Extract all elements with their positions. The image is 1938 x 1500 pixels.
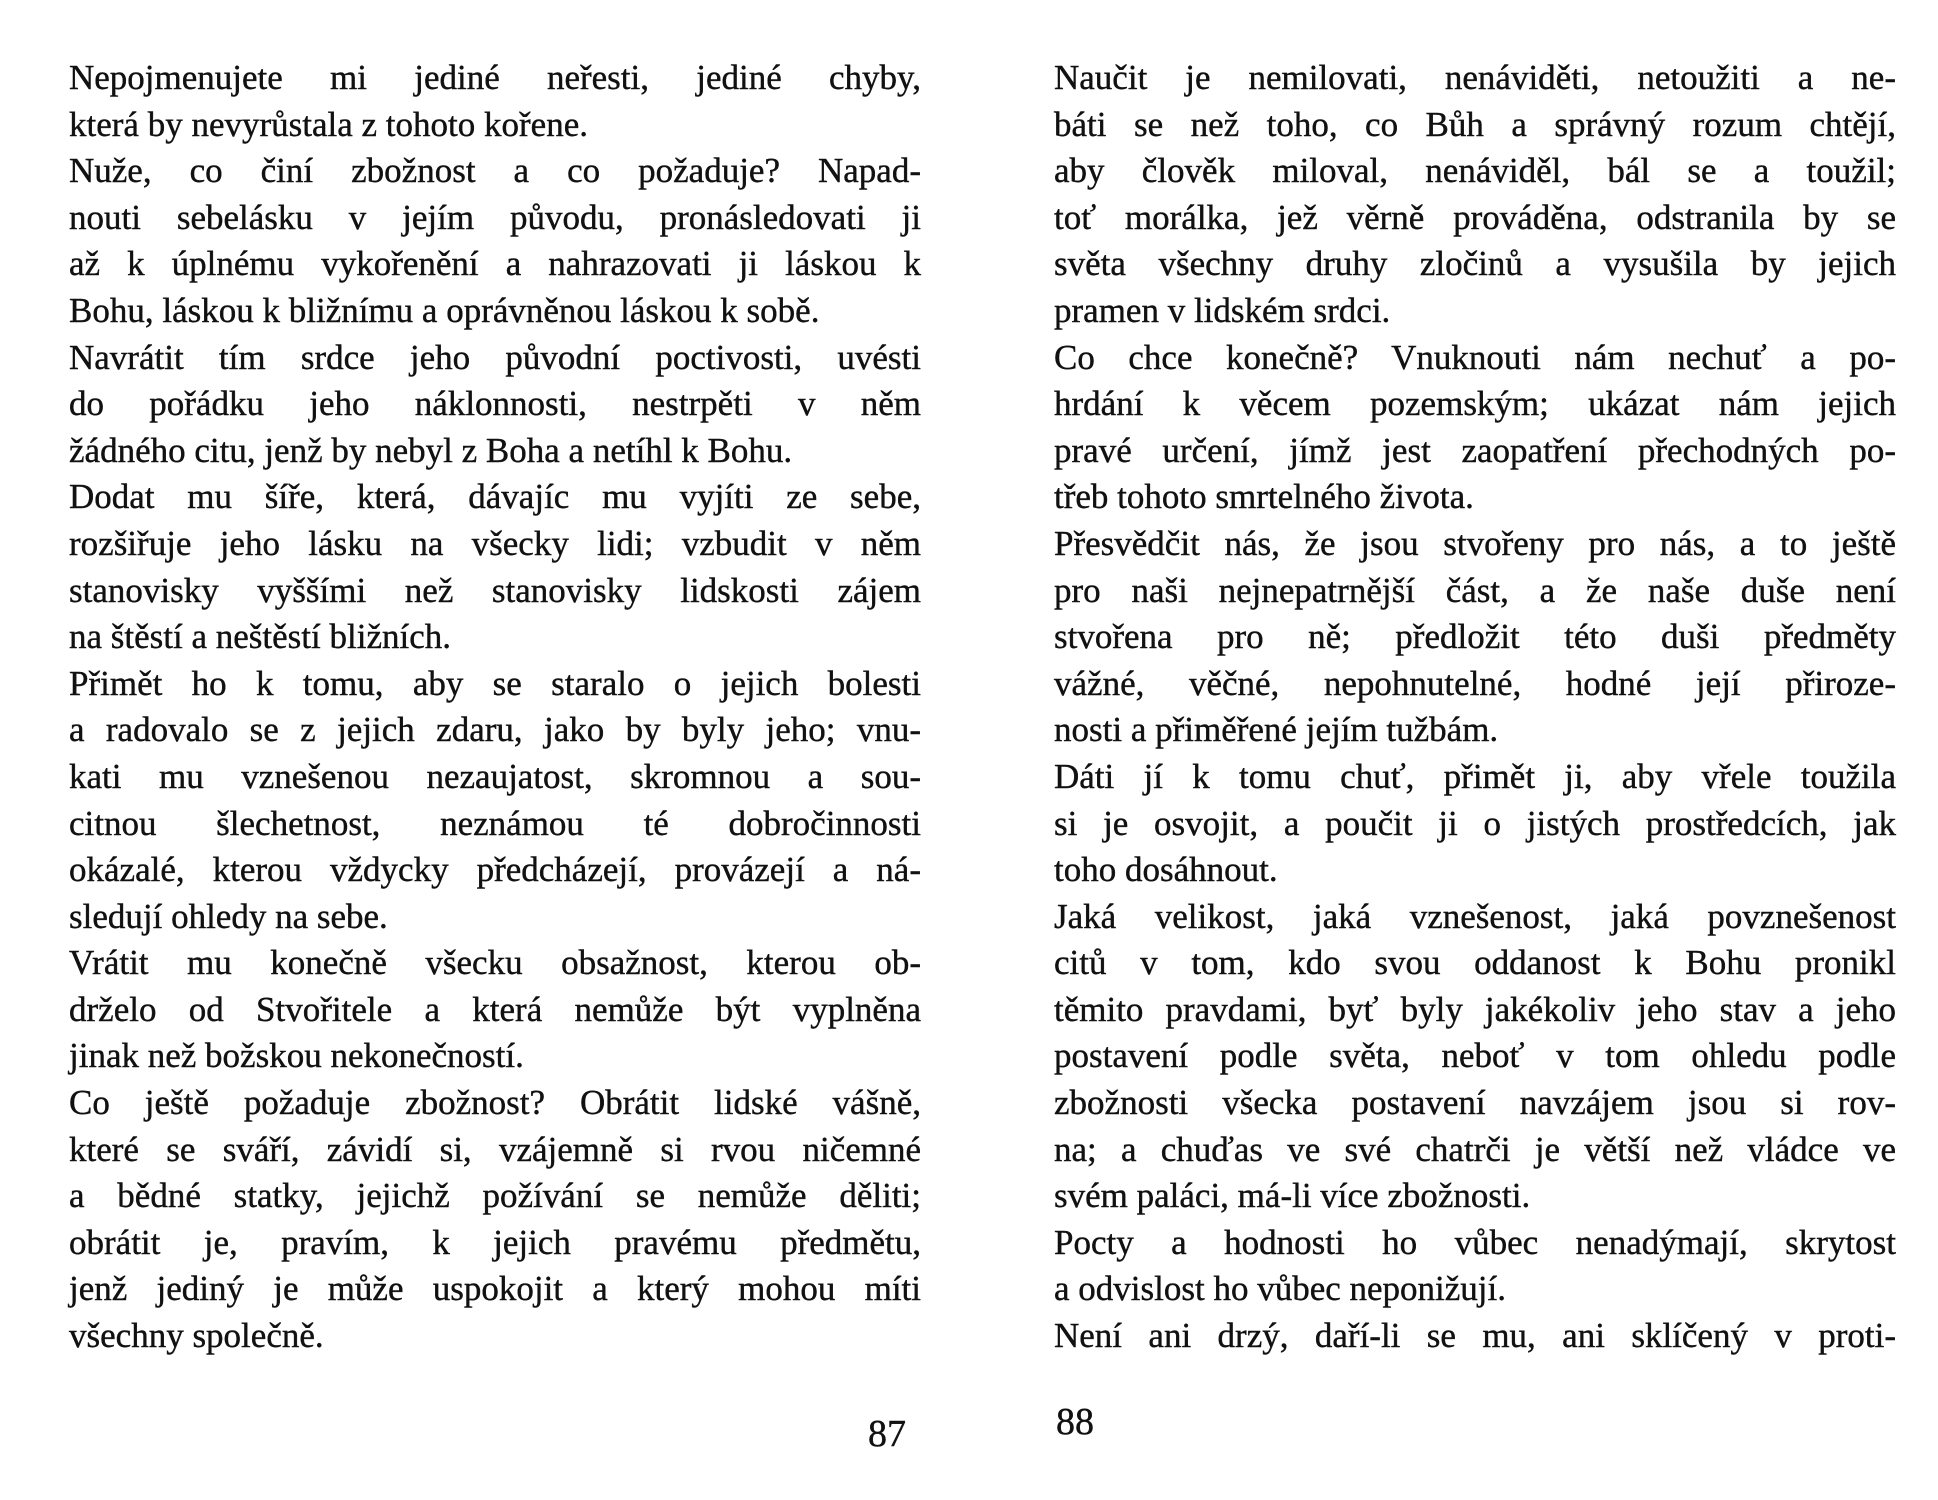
text-line: do pořádku jeho náklonnosti, nestrpěti v něm — [69, 384, 921, 424]
text-line: světa všechny druhy zločinů a vysušila by jejich — [1054, 244, 1896, 284]
paragraph — [1054, 894, 1896, 1220]
text-line: svém paláci, má-li více zbožnosti. — [1054, 1176, 1531, 1216]
text-line: žádného citu, jenž by nebyl z Boha a netíhl k Bohu. — [69, 430, 793, 470]
paragraph — [1054, 1220, 1896, 1313]
paragraph — [69, 1080, 921, 1360]
text-line: Vrátit mu konečně všecku obsažnost, kterou ob- — [69, 943, 921, 983]
text-line: všechny společně. — [69, 1316, 324, 1356]
text-line: a radovalo se z jejich zdaru, jako by byly jeho; vnu- — [69, 710, 921, 750]
text-line: až k úplnému vykořenění a nahrazovati ji láskou k — [69, 244, 921, 284]
paragraph — [1054, 335, 1896, 521]
text-line: Co chce konečně? Vnuknouti nám nechuť a po- — [1054, 337, 1896, 377]
text-line: zbožnosti všecka postavení navzájem jsou si rov- — [1054, 1083, 1896, 1123]
paragraph — [69, 55, 921, 148]
text-line: pravé určení, jímž jest zaopatření přechodných po- — [1054, 430, 1896, 470]
text-line: báti se než toho, co Bůh a správný rozum chtějí, — [1054, 104, 1896, 144]
text-line: stanovisky vyššími než stanovisky lidskosti zájem — [69, 570, 921, 610]
text-line: které se sváří, závidí si, vzájemně si rvou ničemné — [69, 1129, 921, 1169]
text-line: Navrátit tím srdce jeho původní poctivosti, uvésti — [69, 337, 921, 377]
text-line: stvořena pro ně; předložit této duši předměty — [1054, 617, 1896, 657]
text-line: Přimět ho k tomu, aby se staralo o jejich bolesti — [69, 663, 921, 703]
text-line: rozšiřuje jeho lásku na všecky lidi; vzbudit v něm — [69, 523, 921, 563]
text-line: sledují ohledy na sebe. — [69, 896, 388, 936]
text-line: nosti a přiměřené jejím tužbám. — [1054, 710, 1499, 750]
paragraph — [1054, 55, 1896, 335]
text-line: vážné, věčné, nepohnutelné, hodné její přiroze- — [1054, 663, 1896, 703]
page-right-body — [1054, 55, 1896, 1360]
text-line: Bohu, láskou k bližnímu a oprávněnou láskou k sobě. — [69, 290, 820, 330]
text-line: aby člověk miloval, nenáviděl, bál se a toužil; — [1054, 151, 1896, 191]
text-line: Pocty a hodnosti ho vůbec nenadýmají, skrytost — [1054, 1222, 1896, 1262]
text-line: nouti sebelásku v jejím původu, pronásledovati ji — [69, 197, 921, 237]
text-line: Nepojmenujete mi jediné neřesti, jediné chyby, — [69, 58, 921, 97]
text-line: hrdání k věcem pozemským; ukázat nám jejich — [1054, 384, 1896, 424]
paragraph — [69, 940, 921, 1080]
paragraph — [69, 148, 921, 334]
page-number-left: 87 — [868, 1413, 906, 1455]
text-line: a odvislost ho vůbec neponižují. — [1054, 1269, 1507, 1309]
text-line: Co ještě požaduje zbožnost? Obrátit lidské vášně, — [69, 1083, 921, 1123]
text-line: kati mu vznešenou nezaujatost, skromnou a sou- — [69, 756, 921, 796]
text-line: na štěstí a neštěstí bližních. — [69, 617, 451, 657]
text-line: pramen v lidském srdci. — [1054, 290, 1391, 330]
text-line: třeb tohoto smrtelného života. — [1054, 477, 1474, 517]
paragraph — [69, 474, 921, 660]
text-line: citů v tom, kdo svou oddanost k Bohu pronikl — [1054, 943, 1896, 983]
text-line: drželo od Stvořitele a která nemůže být vyplněna — [69, 989, 921, 1029]
text-line: a bědné statky, jejichž požívání se nemůže děliti; — [69, 1176, 921, 1216]
text-line: jinak než božskou nekonečností. — [69, 1036, 524, 1076]
text-line: citnou šlechetnost, neznámou té dobročinnosti — [69, 803, 921, 843]
text-line: těmito pravdami, byť byly jakékoliv jeho stav a jeho — [1054, 989, 1896, 1029]
text-line: na; a chuďas ve své chatrči je větší než vládce ve — [1054, 1129, 1896, 1169]
text-line: toť morálka, jež věrně prováděna, odstranila by se — [1054, 197, 1896, 237]
paragraph — [69, 661, 921, 941]
text-line: Dodat mu šíře, která, dávajíc mu vyjíti ze sebe, — [69, 477, 921, 517]
paragraph — [1054, 754, 1896, 894]
paragraph — [69, 335, 921, 475]
text-line: která by nevyrůstala z tohoto kořene. — [69, 104, 588, 144]
page-left-body — [69, 55, 921, 1360]
paragraph — [1054, 521, 1896, 754]
text-line: obrátit je, pravím, k jejich pravému předmětu, — [69, 1222, 921, 1262]
text-line: si je osvojit, a poučit ji o jistých prostředcích, jak — [1054, 803, 1896, 843]
text-line: okázalé, kterou vždycky předcházejí, provázejí a ná- — [69, 850, 921, 890]
text-line: jenž jediný je může uspokojit a který mohou míti — [69, 1269, 921, 1309]
text-line: pro naši nejnepatrnější část, a že naše duše není — [1054, 570, 1896, 610]
text-line: Přesvědčit nás, že jsou stvořeny pro nás, a to ještě — [1054, 523, 1896, 563]
text-line: Dáti jí k tomu chuť, přimět ji, aby vřele toužila — [1054, 756, 1896, 796]
text-line: Jaká velikost, jaká vznešenost, jaká povznešenost — [1054, 896, 1896, 936]
paragraph — [1054, 1313, 1896, 1360]
text-line: Není ani drzý, daří-li se mu, ani sklíčený v proti- — [1054, 1316, 1896, 1356]
text-line: Nuže, co činí zbožnost a co požaduje? Napad- — [69, 151, 921, 191]
text-line: toho dosáhnout. — [1054, 850, 1278, 890]
page-number-right: 88 — [1056, 1401, 1094, 1443]
text-line: Naučit je nemilovati, nenáviděti, netoužiti a ne- — [1054, 58, 1896, 97]
text-line: postavení podle světa, neboť v tom ohledu podle — [1054, 1036, 1896, 1076]
